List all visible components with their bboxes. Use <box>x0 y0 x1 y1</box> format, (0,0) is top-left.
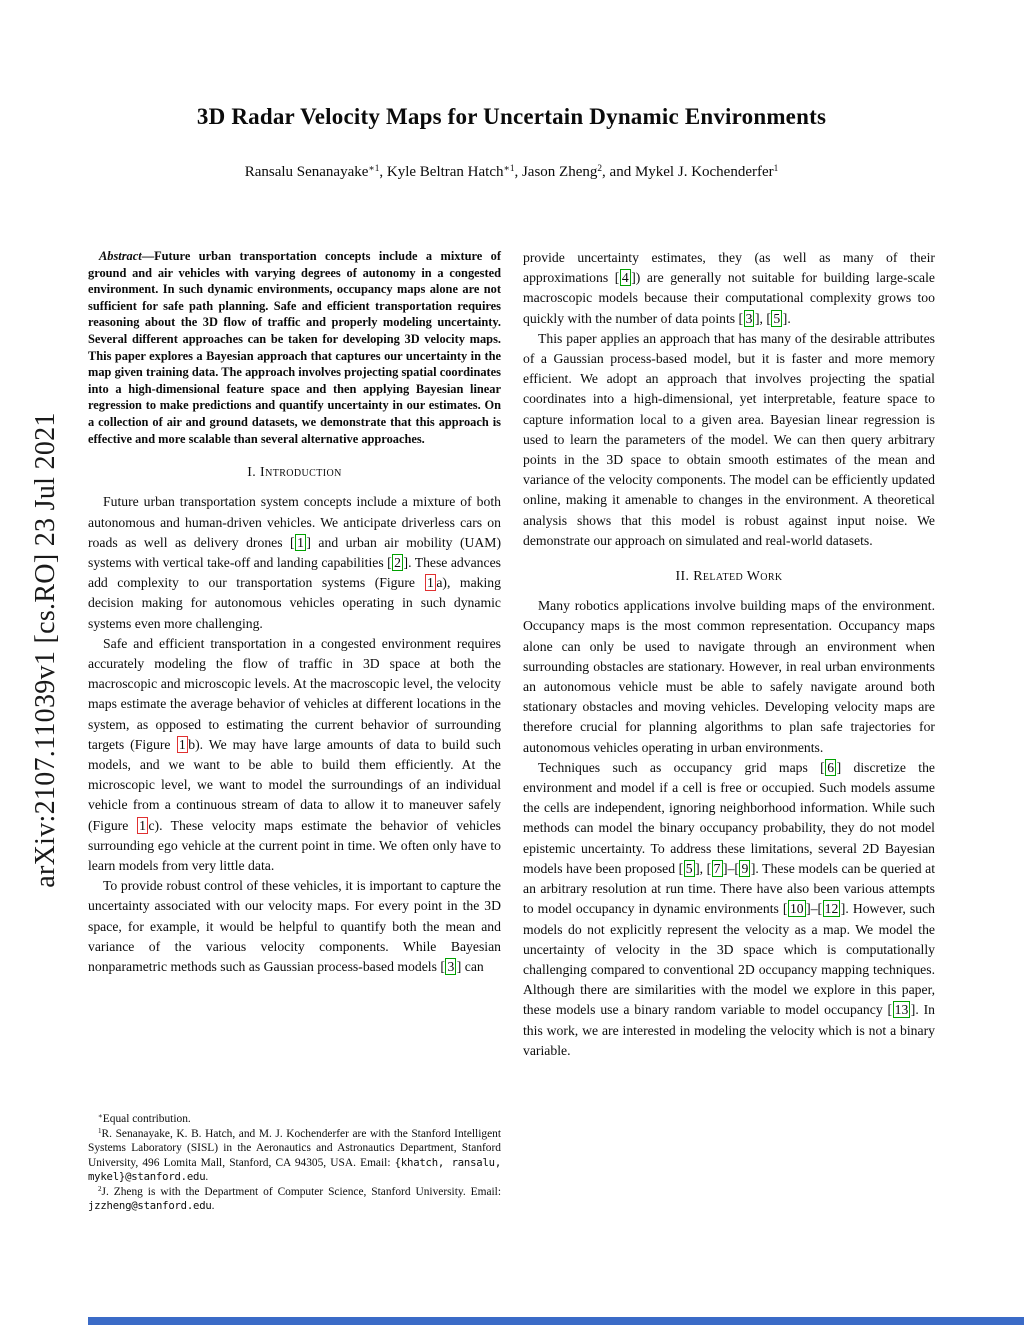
citation-link-7[interactable]: 7 <box>713 860 721 876</box>
arxiv-watermark: arXiv:2107.11039v1 [cs.RO] 23 Jul 2021 <box>30 412 61 888</box>
abstract-label: Abstract <box>99 249 142 263</box>
citation-link-3[interactable]: 3 <box>745 310 753 326</box>
related-paragraph-1: Many robotics applications involve building maps of the environment. Occupancy maps is the most common representation. Occupancy maps alone can only be used to navigate through an environment when surrounding obstacles are stationary. However, in real urban environments an autonomous vehicle must be able to safely navigate around both stationary obstacles and moving vehicles. Developing velocity maps are therefore crucial for planning algorithms to plan safe trajectories for autonomous vehicles operating in urban environments. <box>523 598 935 755</box>
superscript-marker: ∗ <box>98 1112 103 1121</box>
right-column <box>523 248 935 1061</box>
related-paragraph-2: Techniques such as occupancy grid maps [ 6 ] discretize the environment and model if a cell is free or occupied. Such models assume the cells are independent, ignoring neighborhood information. While such methods can model the binary occupancy probability, they do not model epistemic uncertainty. To address these limitations, several 2D Bayesian models have been proposed [ 5 ], [ 7 ]–[ 9 ]. These models can be queried at an arbitrary resolution at run time. There have also been various attempts to model occupancy in dynamic environments [ 10 ]–[ 12 ]. However, such models do not explicitly represent the velocity as a map. We model the uncertainty of velocity in the 3D space which is computationally challenging compared to conventional 2D occupancy mapping techniques. Although there are similarities with the model we explore in this paper, these models use a binary random variable to model occupancy [ 13 ]. In this work, we are interested in modeling the velocity which is not a binary variable. <box>523 759 935 1058</box>
approach-paragraph: This paper applies an approach that has many of the desirable attributes of a Gaussian process-based model, but it is faster and more memory efficient. We adopt an approach that involves projecting the spatial coordinates into a high-dimensional, yet interpretable, feature space to capture information local to a given area. Bayesian linear regression is used to learn the parameters of the model. We can then query arbitrary points in the 3D space to obtain smooth estimates of the mean and variance of the velocity components. The model can be efficiently updated online, making it amenable to changes in the environment. A theoretical analysis shows that this model is robust against input noise. We demonstrate our approach on simulated and real-world datasets. <box>523 330 935 548</box>
intro-paragraph-3: To provide robust control of these vehicles, it is important to capture the uncertainty associated with our velocity maps. For every point in the 3D space, for example, it would be helpful to quantify both the mean and variance of the various velocity components. While Bayesian nonparametric methods such as Gaussian process-based models [ 3 ] can <box>88 878 501 974</box>
authors-line: Ransalu Senanayake$^{∗1}$, Kyle Beltran Hatch$^{∗1}$, Jason Zheng$^2$, and Mykel J. Kochenderfer$^1$ <box>244 164 779 180</box>
author-footnotes <box>88 1112 501 1214</box>
bottom-blue-strip <box>88 1317 1024 1325</box>
footnote-affiliation-1: $^1$R. Senanayake, K. B. Hatch, and M. J. Kochenderfer are with the Stanford Intelligent Systems Laboratory (SISL) in the Aeronautics and Astronautics Department, Stanford University, 496 Lomita Mall, Stanford, CA 94305, USA. Email: {khatch, ransalu, mykel}@stanford.edu. <box>88 1126 502 1183</box>
citation-link-5[interactable]: 5 <box>685 860 693 876</box>
citation-link-13[interactable]: 13 <box>894 1002 909 1018</box>
continued-paragraph: provide uncertainty estimates, they (as well as many of their approximations [ 4 ]) are generally not suitable for building large-scale macroscopic models because their computational complexity grows too quickly with the number of data points [ 3 ], [ 5 ]. <box>523 250 935 326</box>
superscript-marker: 1 <box>773 164 779 175</box>
section-heading-related-work: II. Related Work <box>675 569 783 585</box>
superscript-marker: 2 <box>98 1184 102 1193</box>
intro-paragraph-2: Safe and efficient transportation in a congested environment requires accurately modeling the flow of traffic in 3D space at both the macroscopic and microscopic levels. At the macroscopic level, the velocity maps estimate the average behavior of vehicles at different locations in the system, as opposed to estimating the current behavior of surrounding targets (Figure 1 b). We may have large amounts of data to build such models, and we want to be able to build them efficiently. At the microscopic level, we want to model the surroundings of an individual vehicle from a continuous stream of data to allow it to maneuver safely (Figure 1 c). These velocity maps estimate the behavior of vehicles surrounding ego vehicle at the current point in time. We often only have to learn models from very little data. <box>88 635 501 873</box>
section-heading-introduction: I. Introduction <box>247 465 342 481</box>
figure-link-1[interactable]: 1 <box>178 736 186 752</box>
citation-link-3[interactable]: 3 <box>447 959 455 974</box>
superscript-marker: 2 <box>597 164 603 175</box>
citation-link-4[interactable]: 4 <box>621 270 629 286</box>
figure-link-1[interactable]: 1 <box>427 575 434 591</box>
intro-paragraph-1: Future urban transportation system concepts include a mixture of both autonomous and human-driven vehicles. We anticipate driverless cars on roads as well as delivery drones [ 1 ] and urban air mobility (UAM) systems with vertical take-off and landing capabilities [ 2 ]. These advances add complexity to our transportation systems (Figure 1 a), making decision making for autonomous vehicles operating in such dynamic systems even more challenging. <box>88 494 502 631</box>
left-column <box>88 248 501 977</box>
citation-link-6[interactable]: 6 <box>827 759 835 775</box>
superscript-marker: 1 <box>98 1126 102 1135</box>
citation-link-2[interactable]: 2 <box>394 554 402 570</box>
email-text: jzzheng@stanford.edu <box>88 1200 212 1212</box>
citation-link-10[interactable]: 10 <box>789 901 804 917</box>
figure-link-1[interactable]: 1 <box>139 817 146 833</box>
superscript-marker: ∗1 <box>368 164 380 175</box>
abstract: Abstract—Future urban transportation concepts include a mixture of ground and air vehicles with varying degrees of autonomy in a congested environment. In such dynamic environments, occupancy maps alone are not sufficient for safe path planning. Safe and efficient transportation requires reasoning about the 3D flow of traffic and properly modeling uncertainty. Several different approaches can be taken for developing 3D velocity maps. This paper explores a Bayesian approach that captures our uncertainty in the map given training data. The approach involves projecting spatial coordinates into a high-dimensional feature space and then applying Bayesian linear regression to make predictions and quantify uncertainty in our estimates. On a collection of air and ground datasets, we demonstrate that this approach is effective and more scalable than several alternative approaches. <box>88 249 501 446</box>
superscript-marker: ∗1 <box>503 164 515 175</box>
paper-title: 3D Radar Velocity Maps for Uncertain Dynamic Environments <box>196 104 827 129</box>
footnote-equal-contribution: ∗Equal contribution. <box>98 1112 191 1125</box>
citation-link-12[interactable]: 12 <box>824 901 839 917</box>
email-text: {khatch, ransalu, mykel}@stanford.edu <box>88 1156 502 1183</box>
paper-header <box>88 104 935 181</box>
citation-link-5[interactable]: 5 <box>773 310 781 326</box>
footnote-affiliation-2: $^2$J. Zheng is with the Department of Computer Science, Stanford University. Email: jzzheng@stanford.edu. <box>88 1184 501 1212</box>
citation-link-1[interactable]: 1 <box>297 534 304 550</box>
citation-link-9[interactable]: 9 <box>741 860 749 876</box>
